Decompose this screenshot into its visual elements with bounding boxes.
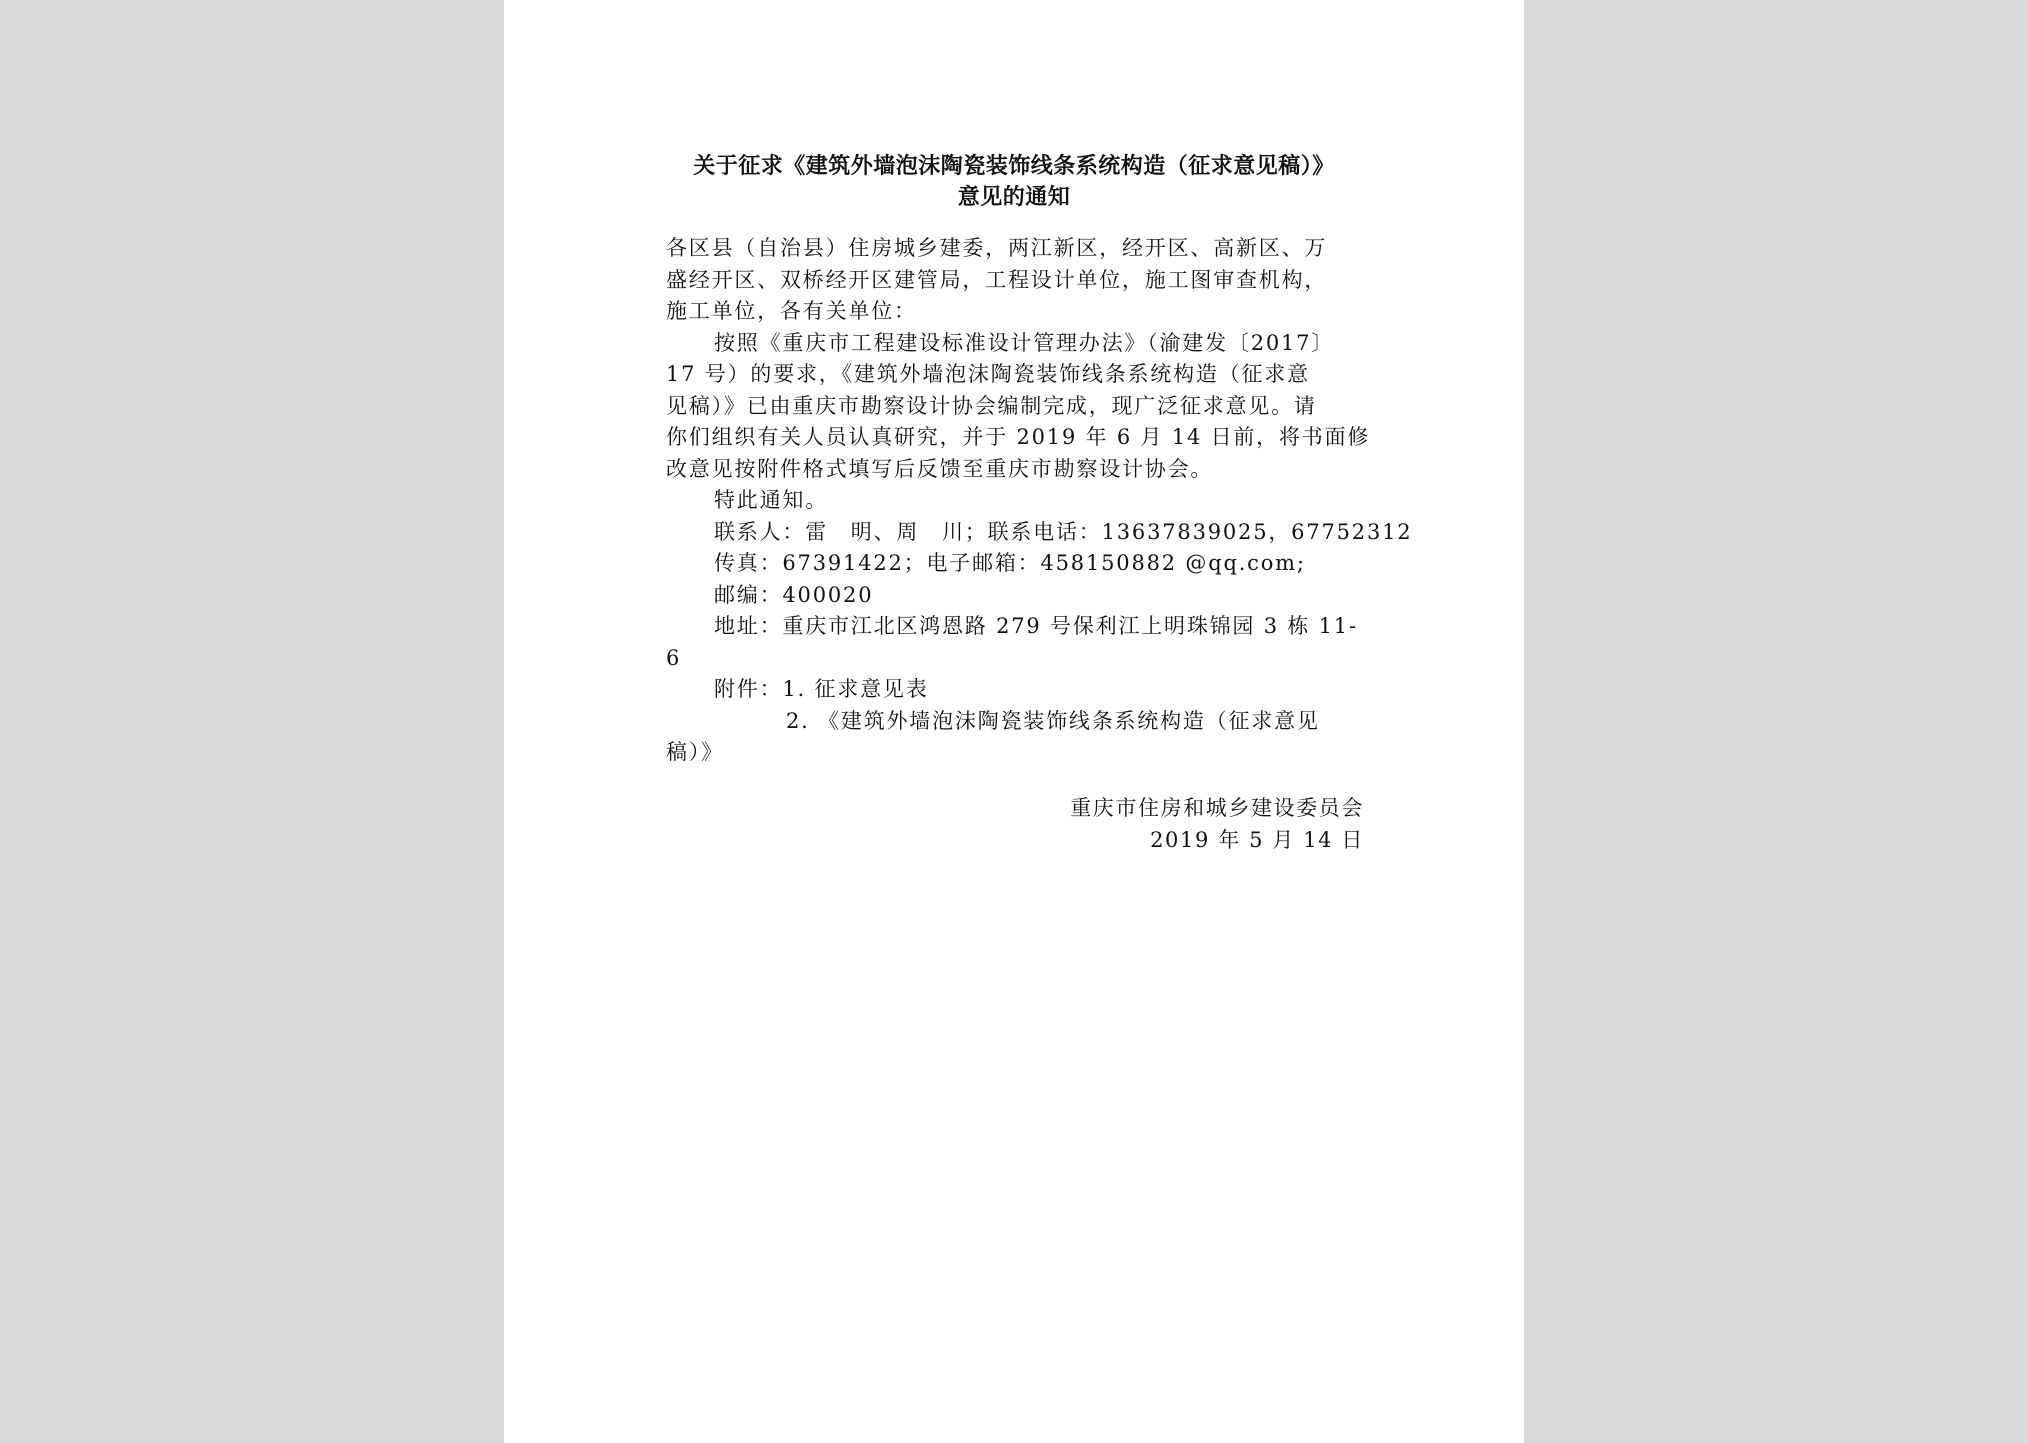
signature-organization: 重庆市住房和城乡建设委员会 (1070, 796, 1364, 820)
fax-email-line: 传真：67391422；电子邮箱：458150882 @qq.com; (714, 551, 1306, 575)
address-line: 地址：重庆市江北区鸿恩路 279 号保利江上明珠锦园 3 栋 11- (714, 614, 1358, 638)
attachment-line-continued: 稿）》 (666, 740, 724, 764)
body-line: 盛经开区、双桥经开区建管局，工程设计单位，施工图审查机构， (666, 267, 1328, 292)
signature-date: 2019 年 5 月 14 日 (1150, 828, 1364, 852)
body-line: 17 号）的要求，《建筑外墙泡沫陶瓷装饰线条系统构造（征求意 (666, 362, 1310, 386)
document-body (666, 233, 1413, 769)
body-line: 施工单位，各有关单位： (666, 299, 917, 323)
contact-line: 联系人：雷 明、周 川；联系电话：13637839025，67752312 (714, 519, 1413, 544)
body-line: 特此通知。 (714, 488, 828, 512)
body-line: 改意见按附件格式填写后反馈至重庆市勘察设计协会。 (666, 456, 1214, 481)
document-title-line-2: 意见的通知 (957, 184, 1071, 210)
body-line: 你们组织有关人员认真研究，并于 2019 年 6 月 14 日前，将书面修 (666, 425, 1371, 449)
attachment-line: 附件：1. 征求意见表 (714, 677, 929, 701)
address-line-continued: 6 (666, 645, 682, 670)
body-line: 按照《重庆市工程建设标准设计管理办法》（渝建发〔2017〕 (714, 330, 1335, 355)
body-line: 各区县（自治县）住房城乡建委，两江新区，经开区、高新区、万 (666, 236, 1328, 260)
attachment-line: 2. 《建筑外墙泡沫陶瓷装饰线条系统构造（征求意见 (786, 708, 1320, 733)
document-title-line-1: 关于征求《建筑外墙泡沫陶瓷装饰线条系统构造（征求意见稿）》 (693, 153, 1335, 179)
body-line: 见稿）》已由重庆市勘察设计协会编制完成，现广泛征求意见。请 (666, 393, 1317, 418)
postcode-line: 邮编：400020 (714, 582, 874, 607)
document-page (504, 0, 1524, 1443)
